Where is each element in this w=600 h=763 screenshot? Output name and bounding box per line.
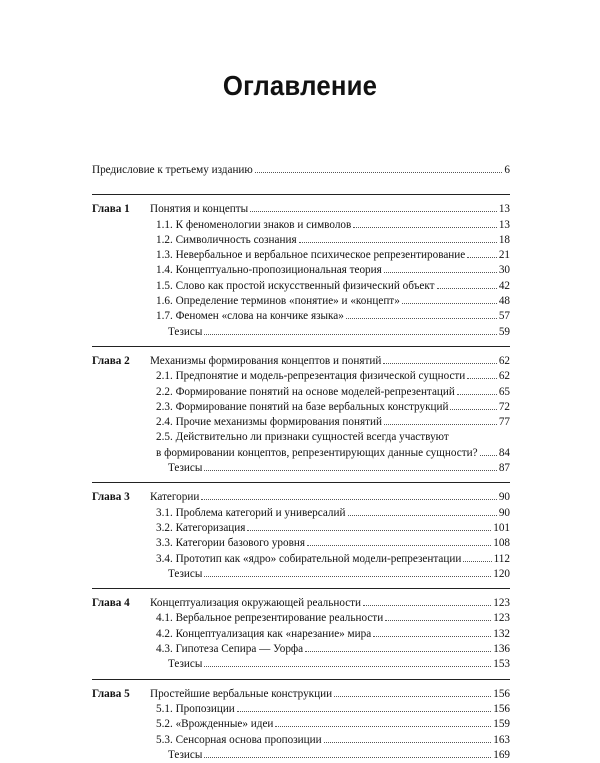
chapter-block xyxy=(92,490,510,582)
dot-leader xyxy=(204,657,491,667)
toc-entry[interactable] xyxy=(92,218,510,233)
toc-entry-label: 5.1. Пропозиции xyxy=(156,702,235,715)
toc-entry-page: 13 xyxy=(498,203,510,216)
toc-entry-label: Предисловие к третьему изданию xyxy=(92,164,253,176)
chapter-block xyxy=(92,202,510,340)
toc-entry-chapter-title[interactable] xyxy=(92,596,510,611)
dot-leader xyxy=(467,369,497,379)
dot-leader xyxy=(237,702,491,712)
toc-entry-chapter-title[interactable] xyxy=(92,490,510,505)
chapter-divider xyxy=(92,194,510,195)
toc-entry-label: 2.3. Формирование понятий на базе вербальных конструкций xyxy=(156,400,449,413)
table-of-contents xyxy=(92,163,510,763)
toc-entry-page: 84 xyxy=(498,446,510,459)
toc-entry-label: 4.1. Вербальное репрезентирование реальности xyxy=(156,612,384,625)
dot-leader xyxy=(307,536,491,546)
toc-entry-theses[interactable] xyxy=(92,657,510,672)
dot-leader xyxy=(467,248,497,258)
chapter-divider xyxy=(92,588,510,589)
toc-entry-page: 90 xyxy=(498,506,510,519)
chapter-label: Глава 4 xyxy=(92,597,130,610)
dot-leader xyxy=(299,233,497,243)
toc-entry-page: 90 xyxy=(498,491,510,504)
dot-leader xyxy=(450,400,496,410)
chapter-list xyxy=(92,194,510,763)
dot-leader xyxy=(457,385,497,395)
toc-entry-label: 1.6. Определение терминов «понятие» и «концепт» xyxy=(156,295,400,308)
toc-entry-theses[interactable] xyxy=(92,461,510,476)
toc-entry-label: 4.3. Гипотеза Сепира — Уорфа xyxy=(156,643,304,656)
toc-entry[interactable] xyxy=(92,400,510,415)
dot-leader xyxy=(275,717,491,727)
toc-entry-label: 3.2. Категоризация xyxy=(156,521,246,534)
toc-entry-page: 62 xyxy=(498,370,510,383)
toc-entry-page: 123 xyxy=(493,597,510,610)
toc-entry[interactable] xyxy=(92,263,510,278)
toc-entry[interactable] xyxy=(92,309,510,324)
toc-entry-page: 77 xyxy=(498,416,510,429)
toc-entry-label: 1.5. Слово как простой искусственный физический объект xyxy=(156,279,435,292)
toc-entry[interactable] xyxy=(92,627,510,642)
toc-entry-label: 1.3. Невербальное и вербальное психическое репрезентирование xyxy=(156,249,466,262)
toc-entry-label: 1.2. Символичность сознания xyxy=(156,233,297,246)
toc-entry-page: 6 xyxy=(504,164,510,176)
chapter-block xyxy=(92,687,510,763)
toc-entry-page: 18 xyxy=(498,233,510,246)
toc-entry-chapter-title[interactable] xyxy=(92,687,510,702)
toc-entry-theses[interactable] xyxy=(92,325,510,340)
chapter-label: Глава 5 xyxy=(92,687,130,700)
toc-entry-label: Тезисы xyxy=(168,658,203,671)
toc-entry[interactable] xyxy=(92,369,510,384)
toc-entry-page: 42 xyxy=(498,279,510,292)
toc-entry[interactable] xyxy=(92,430,510,445)
chapter-divider xyxy=(92,482,510,483)
toc-entry-page: 108 xyxy=(493,537,510,550)
dot-leader xyxy=(348,506,497,516)
toc-entry-label: Тезисы xyxy=(168,748,203,761)
toc-entry[interactable] xyxy=(92,415,510,430)
toc-entry-page: 57 xyxy=(498,310,510,323)
dot-leader xyxy=(353,218,497,228)
dot-leader xyxy=(480,446,497,456)
toc-entry-page: 101 xyxy=(493,521,510,534)
toc-entry-page: 156 xyxy=(493,687,510,700)
toc-entry-page: 132 xyxy=(493,627,510,640)
toc-entry-theses[interactable] xyxy=(92,748,510,763)
toc-entry-label: Концептуализация окружающей реальности xyxy=(150,597,362,610)
page-title: Оглавление xyxy=(222,70,378,101)
toc-entry-label: 2.4. Прочие механизмы формирования понятий xyxy=(156,416,382,429)
toc-entry-page: 159 xyxy=(493,718,510,731)
toc-entry[interactable] xyxy=(92,552,510,567)
toc-entry-theses[interactable] xyxy=(92,567,510,582)
dot-leader xyxy=(384,415,497,425)
toc-entry-label: 3.3. Категории базового уровня xyxy=(156,537,305,550)
toc-entry[interactable] xyxy=(92,642,510,657)
toc-entry-preface[interactable] xyxy=(92,163,510,178)
toc-entry-page: 48 xyxy=(498,295,510,308)
toc-entry-label: Тезисы xyxy=(168,325,203,338)
toc-entry[interactable] xyxy=(92,536,510,551)
toc-entry-label: 5.2. «Врожденные» идеи xyxy=(156,718,274,731)
toc-entry-label: 3.4. Прототип как «ядро» собирательной модели-репрезентации xyxy=(156,552,462,565)
chapter-divider xyxy=(92,346,510,347)
toc-entry-label: Категории xyxy=(150,491,200,504)
toc-entry-page: 30 xyxy=(498,264,510,277)
toc-entry-label: 1.1. К феноменологии знаков и символов xyxy=(156,218,352,231)
toc-entry-label: 5.3. Сенсорная основа пропозиции xyxy=(156,733,322,746)
toc-entry-label: 2.5. Действительно ли признаки сущностей всегда участвуют xyxy=(156,431,449,444)
toc-entry-page: 59 xyxy=(498,325,510,338)
toc-entry-label: 1.4. Концептуально-пропозициональная теория xyxy=(156,264,382,277)
toc-entry-continued[interactable] xyxy=(92,446,510,461)
chapter-label: Глава 2 xyxy=(92,354,130,367)
dot-leader xyxy=(363,596,491,606)
toc-entry[interactable] xyxy=(92,702,510,717)
toc-entry-label: в формировании концептов, репрезентирующих данные сущности? xyxy=(156,446,478,459)
chapter-divider xyxy=(92,679,510,680)
toc-entry-page: 153 xyxy=(493,658,510,671)
toc-entry[interactable] xyxy=(92,733,510,748)
toc-entry-label: 3.1. Проблема категорий и универсалий xyxy=(156,506,346,519)
toc-entry-page: 120 xyxy=(493,567,510,580)
dot-leader xyxy=(437,279,497,289)
toc-entry-label: 4.2. Концептуализация как «нарезание» мира xyxy=(156,627,372,640)
dot-leader xyxy=(383,354,496,364)
toc-entry-label: Простейшие вербальные конструкции xyxy=(150,687,333,700)
toc-entry-label: 1.7. Феномен «слова на кончике языка» xyxy=(156,310,344,323)
dot-leader xyxy=(385,611,491,621)
toc-entry-chapter-title[interactable] xyxy=(92,354,510,369)
toc-entry-label: Механизмы формирования концептов и понятий xyxy=(150,354,382,367)
chapter-block xyxy=(92,596,510,672)
toc-entry-page: 112 xyxy=(493,552,510,565)
dot-leader xyxy=(334,687,491,697)
toc-entry[interactable] xyxy=(92,385,510,400)
dot-leader xyxy=(204,461,496,471)
dot-leader xyxy=(346,309,497,319)
dot-leader xyxy=(247,521,491,531)
toc-entry[interactable] xyxy=(92,611,510,626)
toc-entry-label: Тезисы xyxy=(168,462,203,475)
dot-leader xyxy=(305,642,491,652)
dot-leader xyxy=(324,733,492,743)
toc-entry[interactable] xyxy=(92,294,510,309)
toc-entry-label: 2.1. Предпонятие и модель-репрезентация физической сущности xyxy=(156,370,466,383)
chapter-block xyxy=(92,354,510,476)
dot-leader xyxy=(373,627,491,637)
dot-leader xyxy=(402,294,497,304)
toc-entry[interactable] xyxy=(92,521,510,536)
toc-entry-page: 163 xyxy=(493,733,510,746)
dot-leader xyxy=(463,552,491,562)
toc-entry-page: 169 xyxy=(493,748,510,761)
toc-entry[interactable] xyxy=(92,506,510,521)
toc-entry-page: 21 xyxy=(498,249,510,262)
dot-leader xyxy=(250,202,497,212)
toc-entry[interactable] xyxy=(92,248,510,263)
dot-leader xyxy=(255,163,503,173)
toc-entry-page: 136 xyxy=(493,643,510,656)
toc-entry-page: 62 xyxy=(498,354,510,367)
toc-entry[interactable] xyxy=(92,279,510,294)
dot-leader xyxy=(204,567,491,577)
toc-entry-page: 65 xyxy=(498,385,510,398)
chapter-label: Глава 3 xyxy=(92,491,130,504)
toc-entry-page: 13 xyxy=(498,218,510,231)
toc-entry[interactable] xyxy=(92,233,510,248)
dot-leader xyxy=(204,748,491,758)
toc-entry-page: 87 xyxy=(498,462,510,475)
toc-entry[interactable] xyxy=(92,717,510,732)
toc-entry-label: 2.2. Формирование понятий на основе моделей-репрезентаций xyxy=(156,385,455,398)
dot-leader xyxy=(201,490,496,500)
toc-entry-page: 123 xyxy=(493,612,510,625)
chapter-label: Глава 1 xyxy=(92,203,130,216)
toc-entry-page: 72 xyxy=(498,400,510,413)
toc-entry-label: Понятия и концепты xyxy=(150,203,249,216)
toc-entry-page: 156 xyxy=(493,702,510,715)
dot-leader xyxy=(204,325,496,335)
toc-entry-chapter-title[interactable] xyxy=(92,202,510,217)
toc-entry-label: Тезисы xyxy=(168,567,203,580)
dot-leader xyxy=(384,263,497,273)
